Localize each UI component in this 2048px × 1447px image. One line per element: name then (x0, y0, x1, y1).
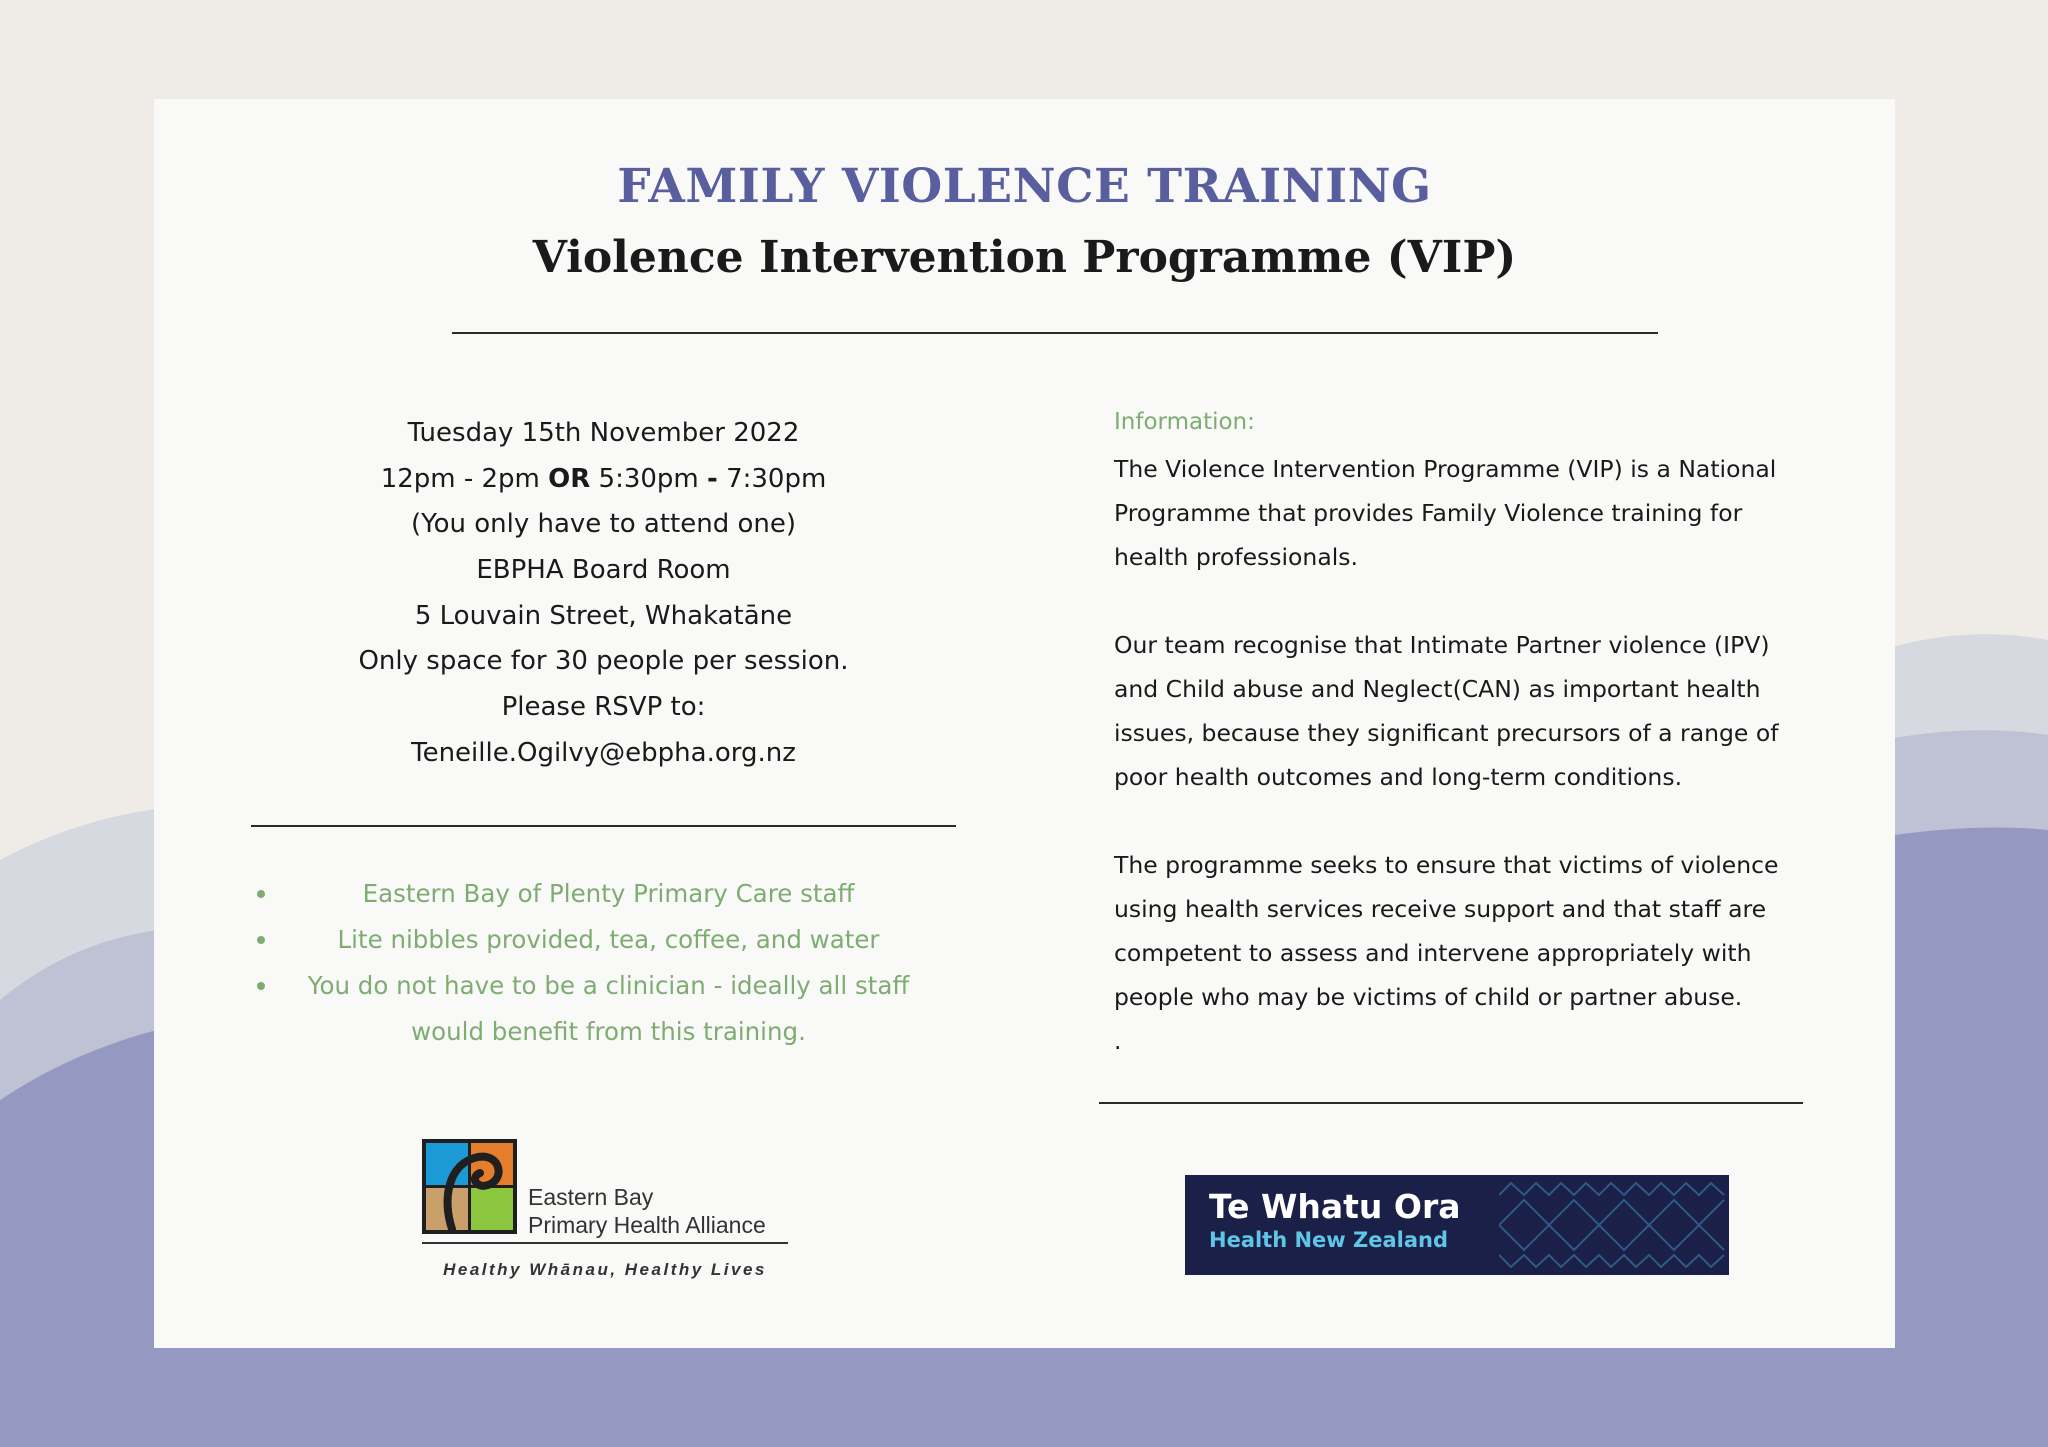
page-subtitle: Violence Intervention Programme (VIP) (532, 232, 1517, 283)
bullet-icon (257, 936, 265, 944)
info-divider (1099, 1102, 1803, 1104)
event-address: 5 Louvain Street, Whakatāne (414, 600, 793, 631)
time-option-a: 12pm - 2pm (380, 463, 549, 494)
event-date: Tuesday 15th November 2022 (407, 418, 800, 448)
attendance-note: (You only have to attend one) (411, 509, 796, 540)
list-item: You do not have to be a clinician - ideally all staff would benefit from this training. (251, 963, 956, 1055)
event-venue: EBPHA Board Room (476, 555, 731, 586)
time-or: OR (548, 463, 591, 494)
list-item: Eastern Bay of Plenty Primary Care staff (251, 871, 956, 917)
te-whatu-ora-sub: Health New Zealand (1209, 1228, 1449, 1252)
flyer-card (154, 99, 1895, 1348)
te-whatu-ora-logo (1185, 1175, 1729, 1275)
info-paragraph: The Violence Intervention Programme (VIP) is a National Programme that provides Family Violence training for health professionals. (1114, 455, 1777, 571)
information-body (1114, 447, 1814, 1063)
info-paragraph: The programme seeks to ensure that victims of violence using health services receive support and that staff are competent to assess and intervene appropriately with people who may be victims of child or partner abuse. (1114, 851, 1779, 1011)
koru-icon (422, 1139, 517, 1234)
list-item: Lite nibbles provided, tea, coffee, and water (251, 917, 956, 963)
bullet-icon (257, 890, 265, 898)
page-title: FAMILY VIOLENCE TRAINING (617, 159, 1432, 214)
header-divider (452, 332, 1658, 334)
ebpha-tagline: Healthy Whānau, Healthy Lives (443, 1260, 767, 1279)
rsvp-email: Teneille.Ogilvy@ebpha.org.nz (411, 737, 796, 768)
perks-list (251, 871, 956, 1055)
time-option-b-end: 7:30pm (717, 463, 827, 494)
info-trailing: . (1114, 1027, 1122, 1055)
bullet-icon (257, 982, 265, 990)
ebpha-name-line2: Primary Health Alliance (528, 1212, 766, 1238)
ebpha-name-line1: Eastern Bay (528, 1184, 654, 1210)
info-paragraph: Our team recognise that Intimate Partner violence (IPV) and Child abuse and Neglect(CAN) as important health issues, because they significant precursors of a range of poor health outcomes and long-term conditions. (1114, 631, 1779, 791)
ebpha-logo (422, 1139, 802, 1289)
information-label: Information: (1114, 409, 1255, 435)
rsvp-label: Please RSVP to: (501, 692, 706, 723)
event-times (251, 457, 956, 503)
details-divider (251, 825, 956, 827)
event-details (251, 411, 956, 777)
time-dash: - (707, 463, 718, 494)
event-capacity: Only space for 30 people per session. (358, 646, 849, 677)
time-option-b-start: 5:30pm (590, 463, 708, 494)
te-whatu-ora-name: Te Whatu Ora (1209, 1187, 1461, 1226)
pattern-graphic (1499, 1175, 1729, 1275)
